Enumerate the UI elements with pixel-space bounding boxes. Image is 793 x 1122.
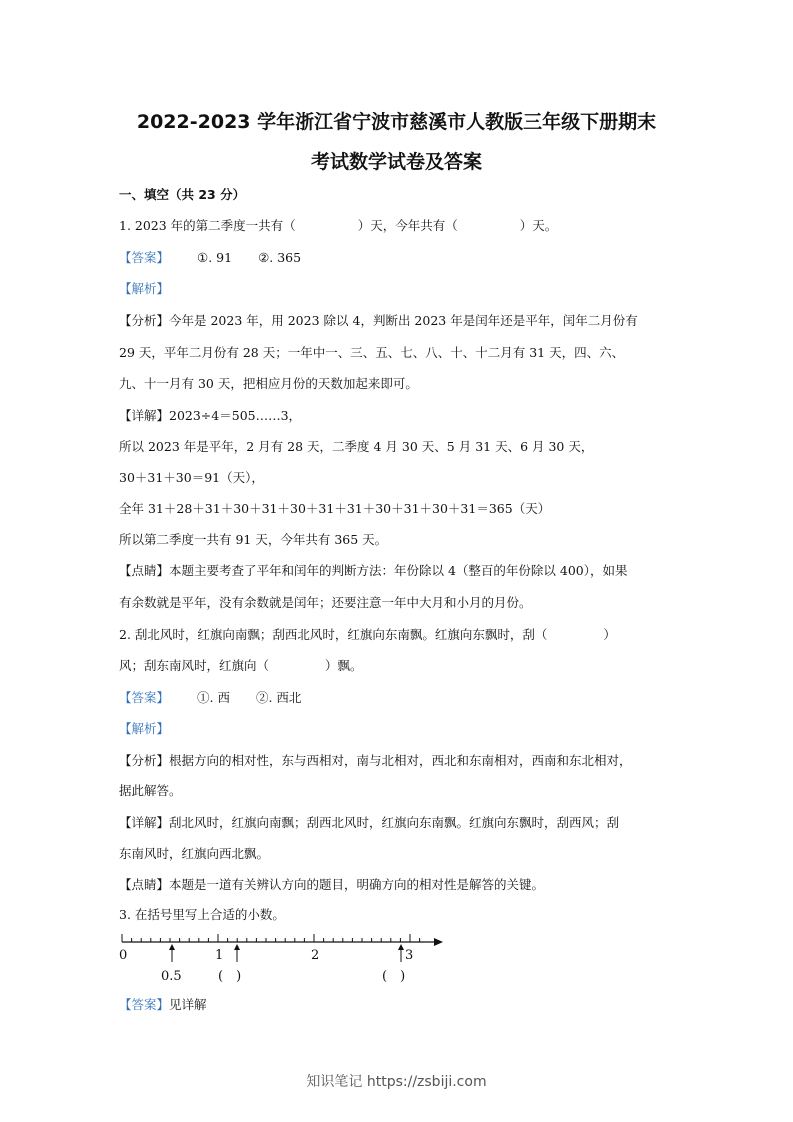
q1-fenxi-line: 【分析】今年是 2023 年，用 2023 除以 4，判断出 2023 年是闰年还是平年，闰年二月份有 [119, 313, 638, 328]
q1-fenxi-line: 29 天，平年二月份有 28 天；一年中一、三、五、七、八、十、十二月有 31 天，四、六、 [119, 345, 625, 360]
q2-question-line2-end: ）飘。 [325, 658, 363, 673]
q1-xiangjie-line: 全年 31＋28＋31＋30＋31＋30＋31＋31＋30＋31＋30＋31＝365（天） [119, 501, 551, 516]
blank-parentheses: ( ) [218, 969, 242, 984]
document-title-line1: 2022-2023 学年浙江省宁波市慈溪市人教版三年级下册期末 [136, 111, 657, 133]
q1-question-part-a: 1. 2023 年的第二季度一共有（ [119, 218, 296, 233]
q2-xiangjie-line: 【详解】刮北风时，红旗向南飘；刮西北风时，红旗向东南飘。红旗向东飘时，刮西风；刮 [119, 815, 620, 830]
q1-answer [119, 250, 679, 266]
q2-question-line1 [119, 627, 679, 643]
q2-question-line2-text: 风；刮东南风时，红旗向（ [119, 658, 270, 673]
q1-xiangjie-line: 30＋31＋30＝91（天）， [119, 470, 264, 485]
q3-question: 3. 在括号里写上合适的小数。 [119, 907, 285, 922]
answer-tag: 【答案】 [119, 250, 170, 265]
arrow-marker [398, 944, 404, 962]
q2-dianjing-line: 【点睛】本题是一道有关辨认方向的题目，明确方向的相对性是解答的关键。 [119, 877, 545, 892]
analysis-tag: 【解析】 [119, 281, 170, 296]
number-line-label: 1 [215, 948, 224, 963]
q3-answer-text: 见详解 [169, 997, 207, 1012]
q2-fenxi-line: 据此解答。 [119, 783, 182, 798]
number-line-label: 2 [311, 948, 320, 963]
q2-question-line1-end: ） [603, 627, 616, 642]
q2-answer-1: ①. 西 [197, 690, 230, 705]
q1-xiangjie-line: 所以第二季度一共有 91 天，今年共有 365 天。 [119, 532, 388, 547]
q1-dianjing-line: 【点睛】本题主要考查了平年和闰年的判断方法：年份除以 4（整百的年份除以 400），如果 [119, 563, 628, 578]
blank-parentheses: ( ) [382, 969, 406, 984]
footer-watermark: 知识笔记 https://zsbiji.com [306, 1074, 487, 1090]
q1-answer-1: ①. 91 [197, 250, 233, 265]
q1-dianjing-line: 有余数就是平年，没有余数就是闰年；还要注意一年中大月和小月的月份。 [119, 595, 532, 610]
arrow-marker [169, 944, 175, 962]
q2-answer-2: ②. 西北 [255, 690, 302, 705]
q2-question-line2 [119, 658, 679, 674]
q2-xiangjie-line: 东南风时，红旗向西北飘。 [119, 846, 270, 861]
q1-answer-2: ②. 365 [258, 250, 302, 265]
document-title-line2: 考试数学试卷及答案 [310, 151, 482, 173]
number-line-figure [112, 926, 452, 986]
answer-tag: 【答案】 [119, 690, 170, 705]
q1-question [119, 218, 679, 234]
q1-question-part-b: ）天，今年共有（ [357, 218, 458, 233]
section-heading: 一、填空（共 23 分） [119, 187, 246, 202]
q3-answer [119, 997, 679, 1013]
marked-value-label: 0.5 [161, 969, 182, 984]
q1-fenxi-line: 九、十一月有 30 天，把相应月份的天数加起来即可。 [119, 376, 418, 391]
arrow-marker [234, 944, 240, 962]
number-line-arrowhead [434, 938, 443, 946]
analysis-tag: 【解析】 [119, 721, 170, 736]
q2-answer [119, 690, 679, 706]
q2-fenxi-line: 【分析】根据方向的相对性，东与西相对，南与北相对，西北和东南相对，西南和东北相对， [119, 753, 632, 768]
q1-xiangjie-line: 【详解】2023÷4＝505……3， [119, 408, 302, 423]
number-line-ticks [122, 934, 420, 942]
number-line-label: 3 [405, 948, 414, 963]
answer-tag: 【答案】 [119, 997, 170, 1012]
q2-question-line1-text: 2. 刮北风时，红旗向南飘；刮西北风时，红旗向东南飘。红旗向东飘时，刮（ [119, 627, 548, 642]
q1-xiangjie-line: 所以 2023 年是平年，2 月有 28 天，二季度 4 月 30 天、5 月 31 天、6 月 30 天， [119, 439, 594, 454]
number-line-label: 0 [119, 948, 128, 963]
q1-question-part-c: ）天。 [519, 218, 558, 233]
